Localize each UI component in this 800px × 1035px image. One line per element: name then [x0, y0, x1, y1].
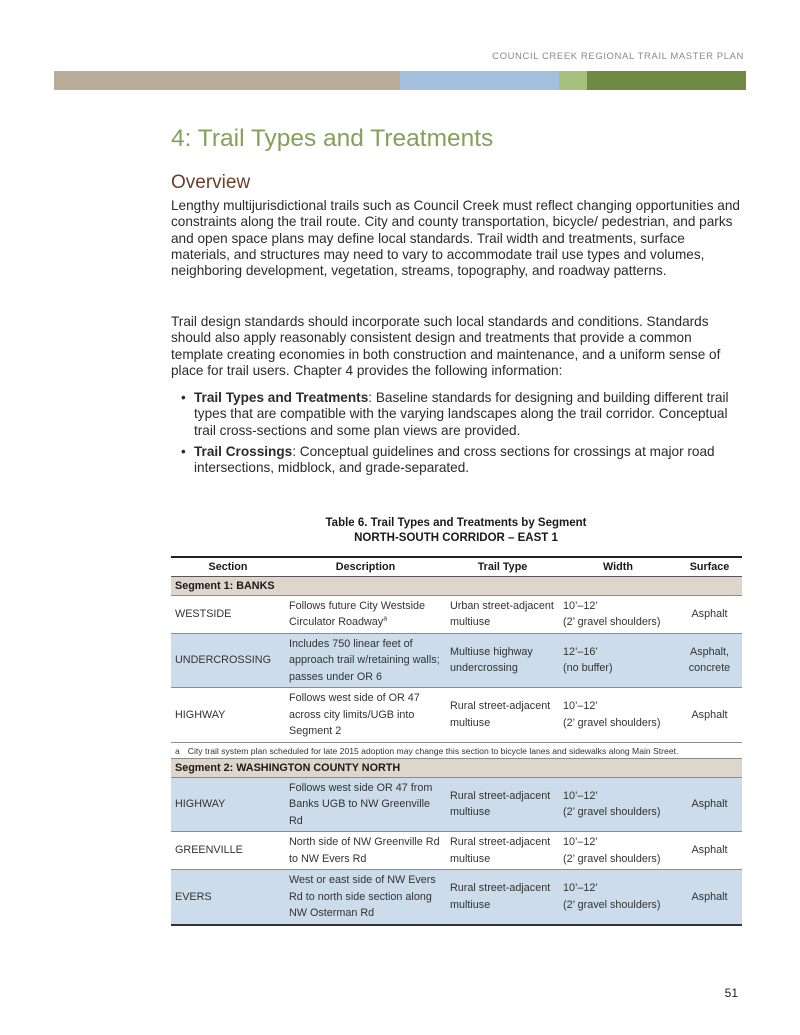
width-value: 10’–12’ [563, 599, 598, 612]
cell-width [559, 633, 677, 688]
bullet-dot: • [181, 390, 186, 405]
width-value: 10’–12’ [563, 789, 598, 802]
section-title: Overview [171, 172, 251, 193]
segment-row [171, 758, 742, 777]
width-note: (no buffer) [563, 662, 613, 675]
table-footnote [171, 742, 742, 758]
band-segment-blue [400, 71, 559, 90]
table-subtitle: NORTH-SOUTH CORRIDOR – EAST 1 [354, 532, 558, 544]
width-value: 10’–12’ [563, 700, 598, 713]
cell-section: WESTSIDE [171, 595, 285, 633]
paragraph-overview-1: Lengthy multijurisdictional trails such as Council Creek must reflect changing opportunities and constraints along the trail route. City and county transportation, bicycle/ pedestrian, and parks and open space plans may define local standards. Trail width and treatments, surface materials, and structures may need to vary to accommodate trail use types and volumes, neighboring development, vegetation, streams, topography, and roadway patterns. [171, 198, 740, 279]
cell-description: West or east side of NW Evers Rd to north side section along NW Osterman Rd [285, 870, 446, 925]
cell-description: Follows west side OR 47 from Banks UGB to NW Greenville Rd [285, 777, 446, 832]
table-header-row [171, 557, 742, 576]
segment-label: Segment 2: WASHINGTON COUNTY NORTH [171, 758, 742, 777]
cell-section: EVERS [171, 870, 285, 925]
band-segment-dark-green [587, 71, 746, 90]
table-row [171, 777, 742, 832]
chapter-title: 4: Trail Types and Treatments [171, 125, 494, 152]
header-description: Description [285, 557, 446, 576]
table-row [171, 688, 742, 743]
page-number: 51 [724, 986, 738, 1000]
table-title: Table 6. Trail Types and Treatments by Segment [325, 517, 587, 529]
footnote-marker: a [175, 745, 180, 756]
cell-trail-type: Rural street-adjacent multiuse [446, 870, 559, 925]
cell-description [285, 595, 446, 633]
bullet-term: Trail Crossings [194, 443, 293, 459]
header-color-band [54, 71, 746, 90]
segment-row [171, 576, 742, 595]
cell-trail-type: Rural street-adjacent multiuse [446, 832, 559, 870]
table-row [171, 633, 742, 688]
width-value: 10’–12’ [563, 836, 598, 848]
table-row [171, 870, 742, 925]
cell-surface: Asphalt, concrete [677, 633, 742, 688]
cell-section: HIGHWAY [171, 777, 285, 832]
description-text: Follows future City Westside Circulator Roadway [289, 599, 426, 628]
info-bullet-list [181, 390, 747, 481]
cell-width [559, 832, 677, 870]
cell-description: Follows west side of OR 47 across city limits/UGB into Segment 2 [285, 688, 446, 743]
running-header: COUNCIL CREEK REGIONAL TRAIL MASTER PLAN [492, 51, 744, 62]
header-surface: Surface [677, 557, 742, 576]
table-footnote-row [171, 742, 742, 758]
cell-width [559, 777, 677, 832]
header-section: Section [171, 557, 285, 576]
cell-width [559, 688, 677, 743]
bullet-dot: • [181, 443, 186, 459]
cell-surface: Asphalt [677, 688, 742, 743]
bullet-text: : Conceptual guidelines and cross sections for crossings at major road intersections, midblock, and grade-separated. [194, 443, 715, 476]
cell-trail-type: Urban street-adjacent multiuse [446, 595, 559, 633]
cell-description: North side of NW Greenville Rd to NW Evers Rd [285, 832, 446, 870]
bullet-term: Trail Types and Treatments [194, 390, 369, 405]
cell-section: GREENVILLE [171, 832, 285, 870]
table-row [171, 832, 742, 870]
cell-surface: Asphalt [677, 870, 742, 925]
width-note: (2’ gravel shoulders) [563, 852, 661, 865]
table-row [171, 595, 742, 633]
footnote-ref: a [383, 615, 388, 623]
header-width: Width [559, 557, 677, 576]
cell-width [559, 870, 677, 925]
width-note: (2’ gravel shoulders) [563, 616, 661, 628]
header-trail-type: Trail Type [446, 557, 559, 576]
width-value: 10’–12’ [563, 882, 598, 895]
trail-types-table [171, 556, 742, 926]
cell-trail-type: Rural street-adjacent multiuse [446, 777, 559, 832]
bullet-item [181, 444, 747, 477]
cell-surface: Asphalt [677, 777, 742, 832]
width-note: (2’ gravel shoulders) [563, 806, 661, 819]
width-value: 12’–16’ [563, 645, 598, 658]
paragraph-overview-2: Trail design standards should incorporate such local standards and conditions. Standards should also apply reasonably consistent design and treatments that provide a common template creating economies in both construction and maintenance, and a uniform sense of place for trail users. Chapter 4 provides the following information: [171, 314, 721, 378]
footnote-text: City trail system plan scheduled for late 2015 adoption may change this section to bicycle lanes and sidewalks along Main Street. [187, 745, 679, 756]
cell-surface: Asphalt [677, 832, 742, 870]
band-segment-tan [54, 71, 400, 90]
cell-surface: Asphalt [677, 595, 742, 633]
cell-description: Includes 750 linear feet of approach trail w/retaining walls; passes under OR 6 [285, 633, 446, 688]
cell-trail-type: Multiuse highway undercrossing [446, 633, 559, 688]
table-caption [171, 516, 741, 546]
bullet-item [181, 390, 747, 439]
bullet-text: : Baseline standards for designing and building different trail types that are compatible with the varying landscapes along the trail corridor. Conceptual trail cross-sections and some plan views are provided. [194, 390, 729, 438]
cell-section: HIGHWAY [171, 688, 285, 743]
width-note: (2’ gravel shoulders) [563, 716, 661, 729]
cell-section: UNDERCROSSING [171, 633, 285, 688]
cell-width [559, 595, 677, 633]
segment-label: Segment 1: BANKS [171, 576, 742, 595]
band-segment-light-green [559, 71, 587, 90]
cell-trail-type: Rural street-adjacent multiuse [446, 688, 559, 743]
width-note: (2’ gravel shoulders) [563, 898, 661, 911]
